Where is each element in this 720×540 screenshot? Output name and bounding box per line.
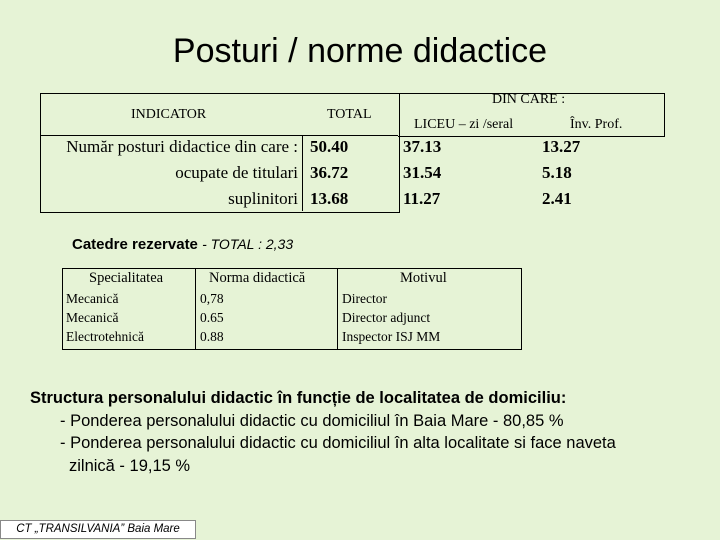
header-norma: Norma didactică bbox=[209, 270, 306, 286]
staff-structure-heading: Structura personalului didactic în funcție de localitatea de domiciliu: bbox=[30, 389, 567, 407]
column-divider bbox=[337, 269, 338, 349]
cell-norma: 0.65 bbox=[200, 310, 224, 325]
header-motivul: Motivul bbox=[400, 270, 447, 286]
reserved-chairs-heading bbox=[72, 236, 293, 253]
staff-structure bbox=[30, 387, 710, 477]
posts-table-label-divider bbox=[302, 135, 303, 211]
row-inv-prof: 2.41 bbox=[542, 189, 572, 208]
reserved-chairs-total: - TOTAL : 2,33 bbox=[202, 236, 294, 252]
header-total: TOTAL bbox=[327, 107, 372, 122]
row-total: 36.72 bbox=[310, 163, 349, 182]
row-liceu: 37.13 bbox=[403, 137, 442, 156]
row-total: 13.68 bbox=[310, 189, 349, 208]
staff-structure-line: - Ponderea personalului didactic cu domiciliul în Baia Mare - 80,85 % bbox=[60, 411, 564, 430]
row-inv-prof: 5.18 bbox=[542, 163, 572, 182]
cell-motivul: Director bbox=[342, 291, 387, 306]
row-label: ocupate de titulari bbox=[175, 163, 298, 182]
cell-norma: 0,78 bbox=[200, 291, 224, 306]
header-indicator: INDICATOR bbox=[131, 107, 207, 122]
row-liceu: 11.27 bbox=[403, 189, 441, 208]
cell-motivul: Director adjunct bbox=[342, 310, 431, 325]
cell-norma: 0.88 bbox=[200, 329, 224, 344]
reserved-chairs-title: Catedre rezervate bbox=[72, 236, 198, 253]
page-title: Posturi / norme didactice bbox=[172, 32, 548, 70]
posts-table-header-divider bbox=[40, 135, 398, 136]
cell-specialitatea: Mecanică bbox=[66, 291, 119, 306]
row-label: suplinitori bbox=[228, 189, 298, 208]
row-inv-prof: 13.27 bbox=[542, 137, 581, 156]
header-specialitatea: Specialitatea bbox=[89, 270, 164, 286]
staff-structure-line: - Ponderea personalului didactic cu domiciliul în alta localitate si face naveta bbox=[60, 434, 616, 452]
header-liceu: LICEU – zi /seral bbox=[414, 117, 514, 132]
cell-motivul: Inspector ISJ MM bbox=[342, 329, 441, 344]
row-total: 50.40 bbox=[310, 137, 349, 156]
cell-specialitatea: Mecanică bbox=[66, 310, 119, 325]
footer-school-name: CT „TRANSILVANIA” Baia Mare bbox=[0, 520, 196, 539]
column-divider bbox=[195, 269, 196, 349]
cell-specialitatea: Electrotehnică bbox=[66, 329, 144, 344]
reserved-chairs-table bbox=[62, 268, 522, 350]
staff-structure-line: zilnică - 19,15 % bbox=[69, 456, 191, 475]
header-din-care: DIN CARE : bbox=[492, 92, 566, 107]
row-liceu: 31.54 bbox=[403, 163, 442, 182]
row-label: Număr posturi didactice din care : bbox=[66, 137, 298, 156]
header-inv-prof: Înv. Prof. bbox=[570, 117, 623, 132]
